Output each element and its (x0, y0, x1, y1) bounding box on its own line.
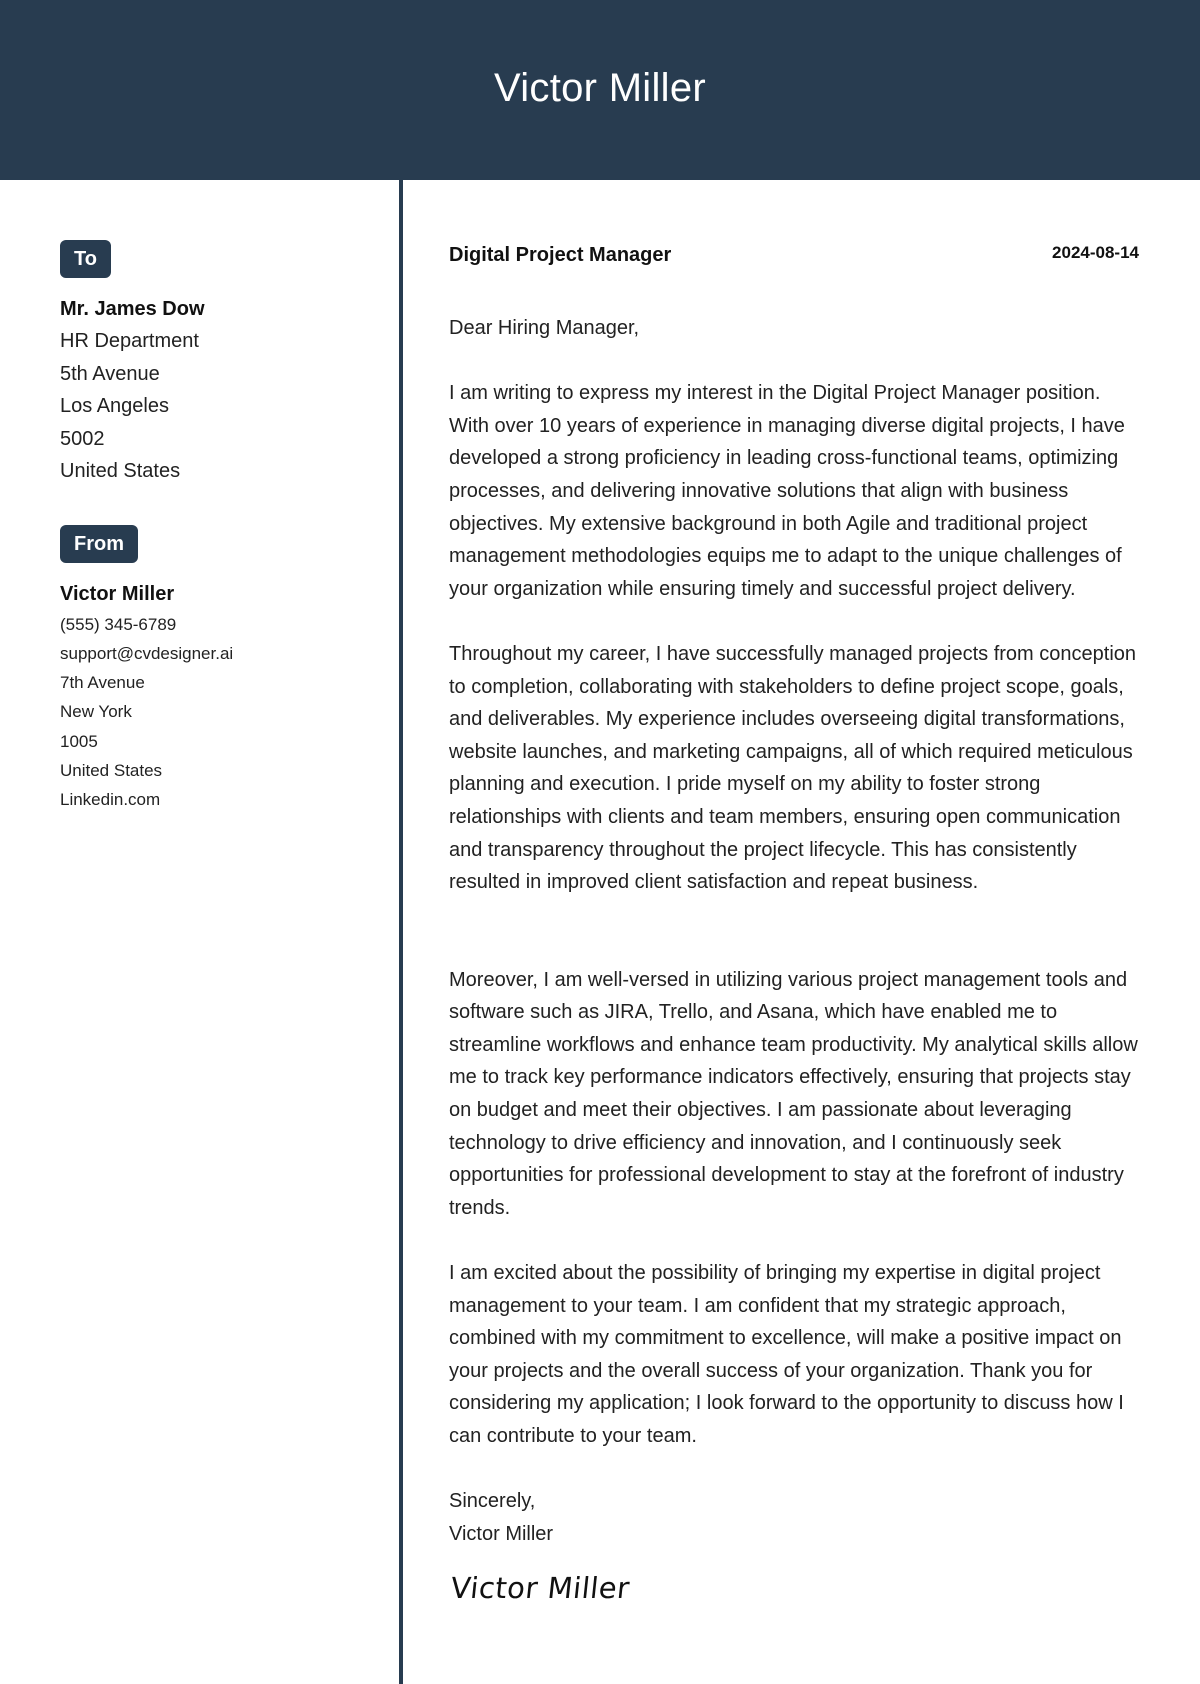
sender-block (60, 578, 380, 815)
paragraph-3: Moreover, I am well-versed in utilizing various project management tools and software such as JIRA, Trello, and Asana, which have enabled me to streamline workflows and enhance team productivity. My analytical skills allow me to track key performance indicators effectively, ensuring that projects stay on budget and meet their objectives. I am passionate about leveraging technology to drive efficiency and innovation, and I continuously seek opportunities for professional development to stay at the forefront of industry trends. (449, 968, 1138, 1219)
closing-name: Victor Miller (449, 1522, 554, 1545)
applicant-name-heading: Victor Miller (493, 65, 707, 110)
sender-phone: (555) 345-6789 (60, 614, 177, 634)
from-badge: From (60, 525, 138, 563)
page-header (0, 0, 1200, 180)
sidebar (60, 240, 380, 815)
recipient-postal-code: 5002 (60, 427, 105, 450)
sender-email[interactable]: support@cvdesigner.ai (60, 643, 234, 663)
recipient-name: Mr. James Dow (60, 298, 205, 320)
greeting: Dear Hiring Manager, (449, 317, 640, 339)
letter-date: 2024-08-14 (1052, 243, 1139, 262)
job-title: Digital Project Manager (449, 244, 672, 266)
signature: Victor Miller (448, 1571, 632, 1606)
paragraph-4: I am excited about the possibility of bringing my expertise in digital project management to your team. I am confident that my strategic approach, combined with my commitment to excellence, will make a positive impact on your projects and the overall success of your organization. Thank you for considering my application; I look forward to the opportunity to discuss how I can contribute to your team. (449, 1262, 1124, 1447)
recipient-street: 5th Avenue (60, 362, 160, 385)
sender-name: Victor Miller (60, 582, 175, 605)
sender-street: 7th Avenue (60, 673, 145, 693)
closing: Sincerely, (449, 1490, 536, 1513)
sender-city: New York (60, 702, 132, 722)
column-divider (399, 180, 403, 1684)
recipient-department: HR Department (60, 330, 199, 352)
sender-country: United States (60, 760, 163, 780)
recipient-block (60, 293, 380, 488)
recipient-country: United States (60, 460, 181, 482)
letter-body (449, 238, 1139, 1609)
recipient-city: Los Angeles (60, 395, 169, 417)
letter-text (449, 312, 1139, 1609)
letter-title-row (449, 238, 1139, 272)
sender-postal-code: 1005 (60, 731, 98, 751)
sender-linkedin[interactable]: Linkedin.com (60, 790, 161, 810)
paragraph-2: Throughout my career, I have successfully managed projects from conception to completion, collaborating with stakeholders to define project scope, goals, and deliverables. My experience includes overseeing digital transformations, website launches, and marketing campaigns, all of which required meticulous planning and execution. I pride myself on my ability to foster strong relationships with clients and team members, ensuring open communication and transparency throughout the project lifecycle. This has consistently resulted in improved client satisfaction and repeat business. (449, 642, 1137, 894)
paragraph-1: I am writing to express my interest in the Digital Project Manager position. With over 10 years of experience in managing diverse digital projects, I have developed a strong proficiency in leading cross-functional teams, optimizing processes, and delivering innovative solutions that align with business objectives. My extensive background in both Agile and traditional project management methodologies equips me to adapt to the unique challenges of your organization while ensuring timely and successful project delivery. (449, 382, 1125, 600)
to-badge: To (60, 240, 111, 278)
